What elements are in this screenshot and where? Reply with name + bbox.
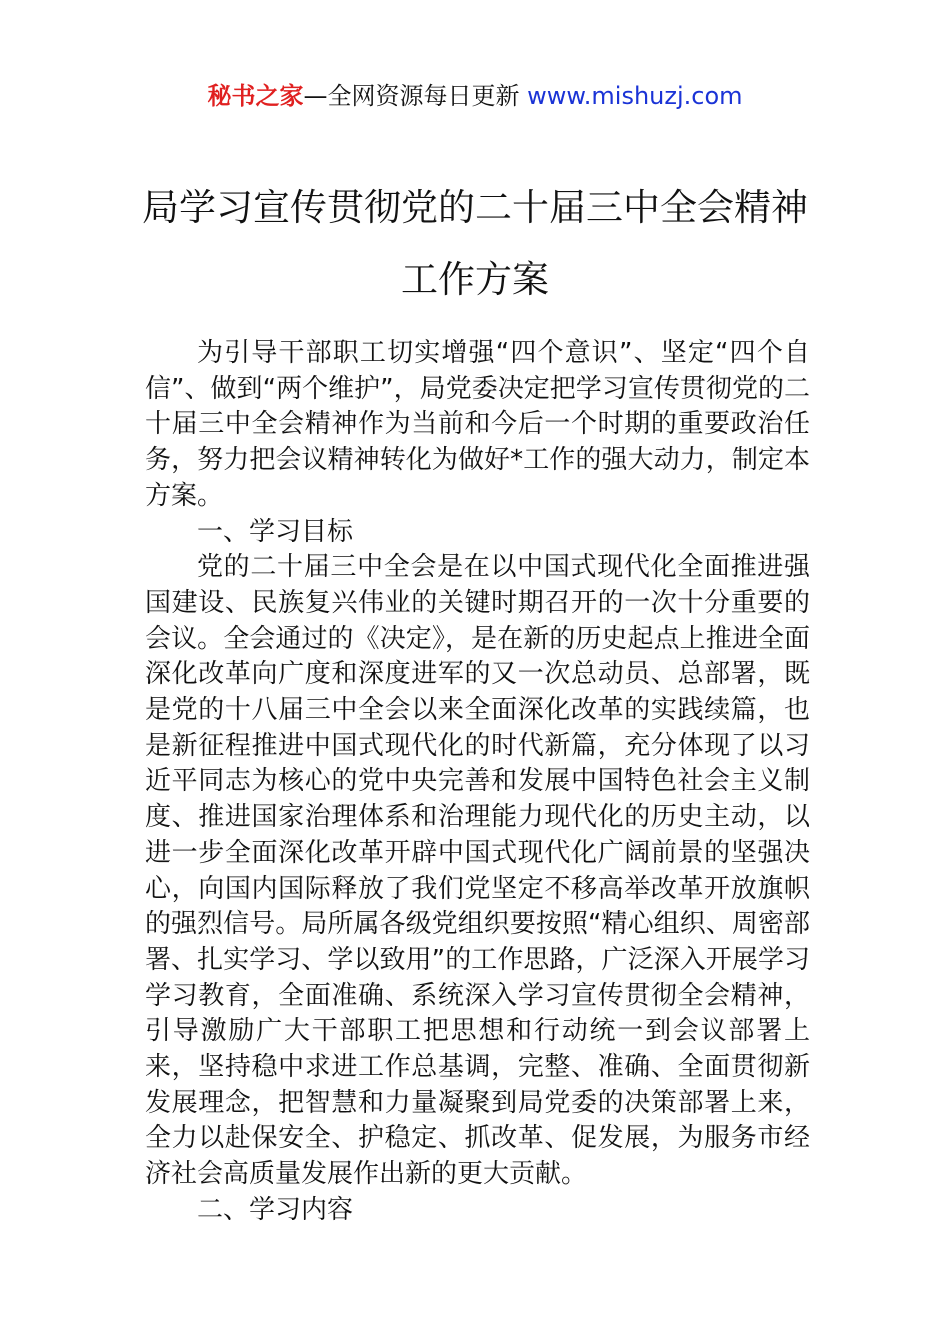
site-url-link[interactable]: www.mishuzj.com xyxy=(527,82,743,110)
document-title-line-1: 局学习宣传贯彻党的二十届三中全会精神 xyxy=(142,186,808,229)
document-title-line-2: 工作方案 xyxy=(401,258,549,301)
section-heading-1: 一、学习目标 xyxy=(197,516,354,547)
site-tagline: —全网资源每日更新 xyxy=(303,82,528,110)
section-1-paragraph: 党的二十届三中全会是在以中国式现代化全面推进强国建设、民族复兴伟业的关键时期召开的一次十分重要的会议。全会通过的《决定》，是在新的历史起点上推进全面深化改革向广度和深度进军的又一次总动员、总部署，既是党的十八届三中全会以来全面深化改革的实践续篇，也是新征程推进中国式现代化的时代新篇，充分体现了以习近平同志为核心的党中央完善和发展中国特色社会主义制度、推进国家治理体系和治理能力现代化的历史主动，以进一步全面深化改革开辟中国式现代化广阔前景的坚强决心，向国内国际释放了我们党坚定不移高举改革开放旗帜的强烈信号。局所属各级党组织要按照“精心组织、周密部署、扎实学习、学以致用”的工作思路，广泛深入开展学习学习教育，全面准确、系统深入学习宣传贯彻全会精神，引导激励广大干部职工把思想和行动统一到会议部署上来，坚持稳中求进工作总基调，完整、准确、全面贯彻新发展理念，把智慧和力量凝聚到局党委的决策部署上来，全力以赴保安全、护稳定、抓改革、促发展，为服务市经济社会高质量发展作出新的更大贡献。 xyxy=(145,552,810,1190)
site-header xyxy=(0,80,950,112)
site-brand: 秘书之家 xyxy=(207,82,304,110)
section-heading-2: 二、学习内容 xyxy=(197,1194,354,1225)
document-body xyxy=(145,336,810,1229)
intro-paragraph: 为引导干部职工切实增强“四个意识”、坚定“四个自信”、做到“两个维护”，局党委决定把学习宣传贯彻党的二十届三中全会精神作为当前和今后一个时期的重要政治任务，努力把会议精神转化为做好*工作的强大动力，制定本方案。 xyxy=(145,338,810,511)
document-title xyxy=(0,172,950,316)
